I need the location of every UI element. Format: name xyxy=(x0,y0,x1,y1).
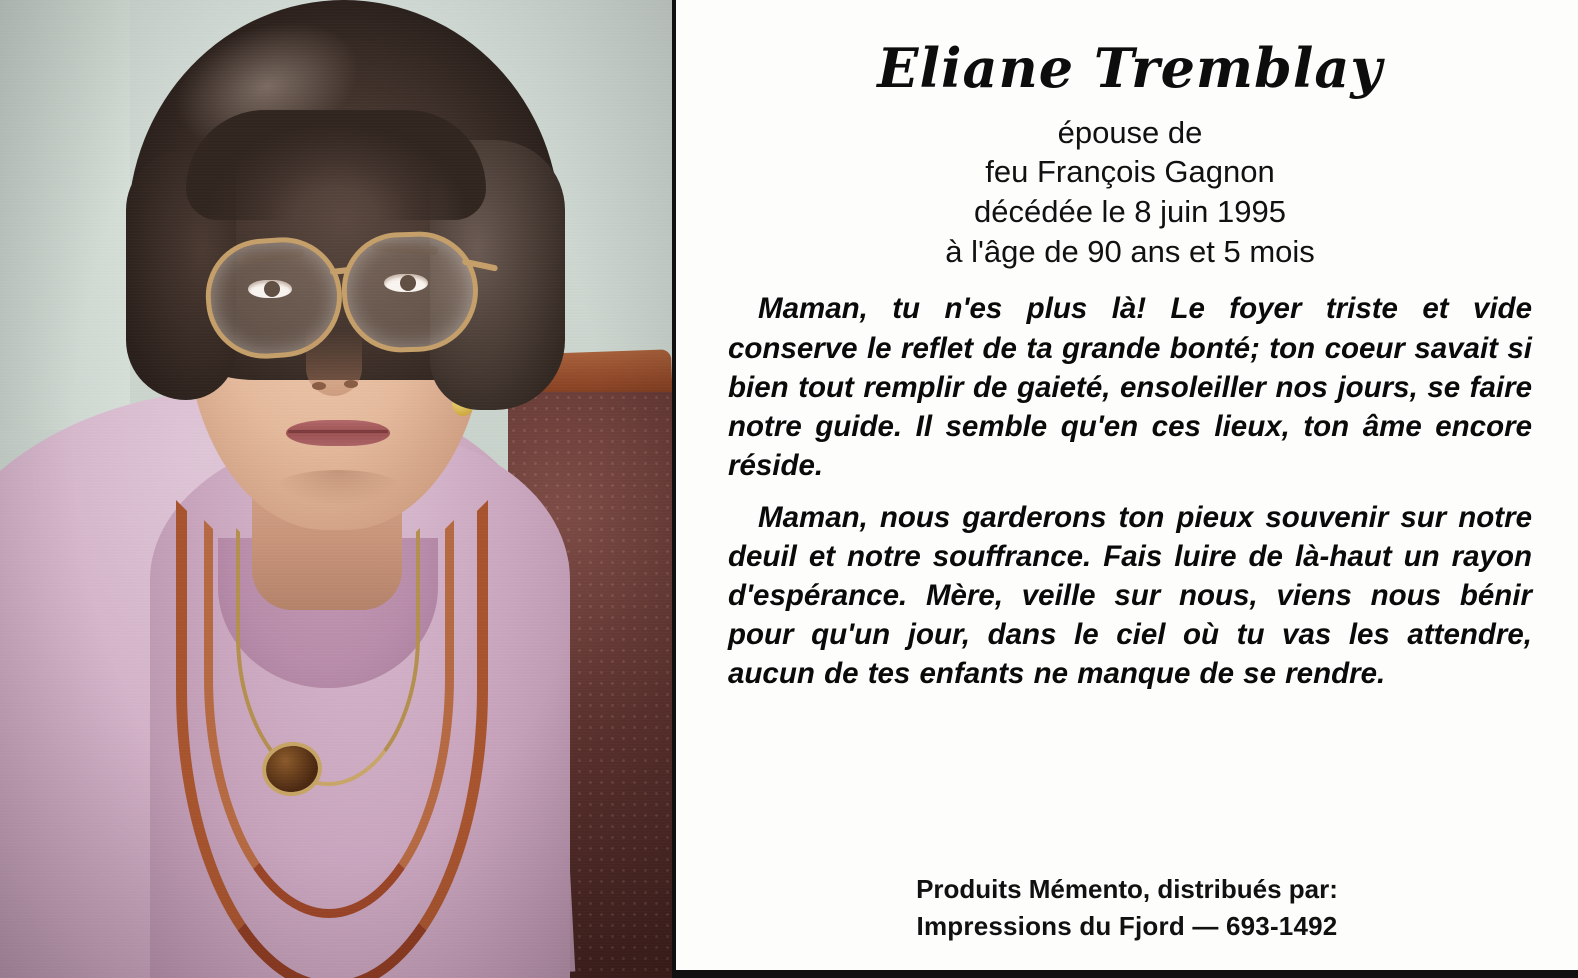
spouse-label: épouse de xyxy=(1057,114,1203,150)
memorial-text-pane xyxy=(672,0,1578,978)
hair-fringe-shadow xyxy=(186,110,486,220)
lip-line xyxy=(288,430,388,433)
memorial-paragraph-1: Maman, tu n'es plus là! Le foyer triste et vide conserve le reflet de ta grande bonté; ton coeur savait si bien tout remplir de gaieté, ensoleiller nos jours, se faire notre guide. Il semble qu'en ces lieux, ton âme encore réside. xyxy=(728,292,1532,483)
spouse-name: feu François Gagnon xyxy=(985,154,1275,190)
printer-credit-line-2: Impressions du Fjord — 693-1492 xyxy=(916,911,1338,942)
chin-shadow xyxy=(276,470,400,504)
portrait-photo xyxy=(0,0,672,978)
printer-credit-line-1: Produits Mémento, distribués par: xyxy=(916,873,1338,904)
death-date: décédée le 8 juin 1995 xyxy=(974,194,1286,230)
nostril-right xyxy=(344,380,358,388)
deceased-details xyxy=(728,113,1532,272)
memorial-paragraph-2: Maman, nous garderons ton pieux souvenir sur notre deuil et notre souffrance. Fais luire de là-haut un rayon d'espérance. Mère, veille sur nous, viens nous bénir pour qu'un jour, dans le ciel où tu vas les attendre, aucun de tes enfants ne manque de se rendre. xyxy=(728,500,1532,691)
printer-credit xyxy=(676,871,1578,946)
age-at-death: à l'âge de 90 ans et 5 mois xyxy=(945,233,1315,269)
deceased-name: Eliane Tremblay xyxy=(877,36,1383,100)
mouth xyxy=(286,420,390,446)
nostril-left xyxy=(312,382,326,390)
photo-background-left xyxy=(0,0,130,430)
